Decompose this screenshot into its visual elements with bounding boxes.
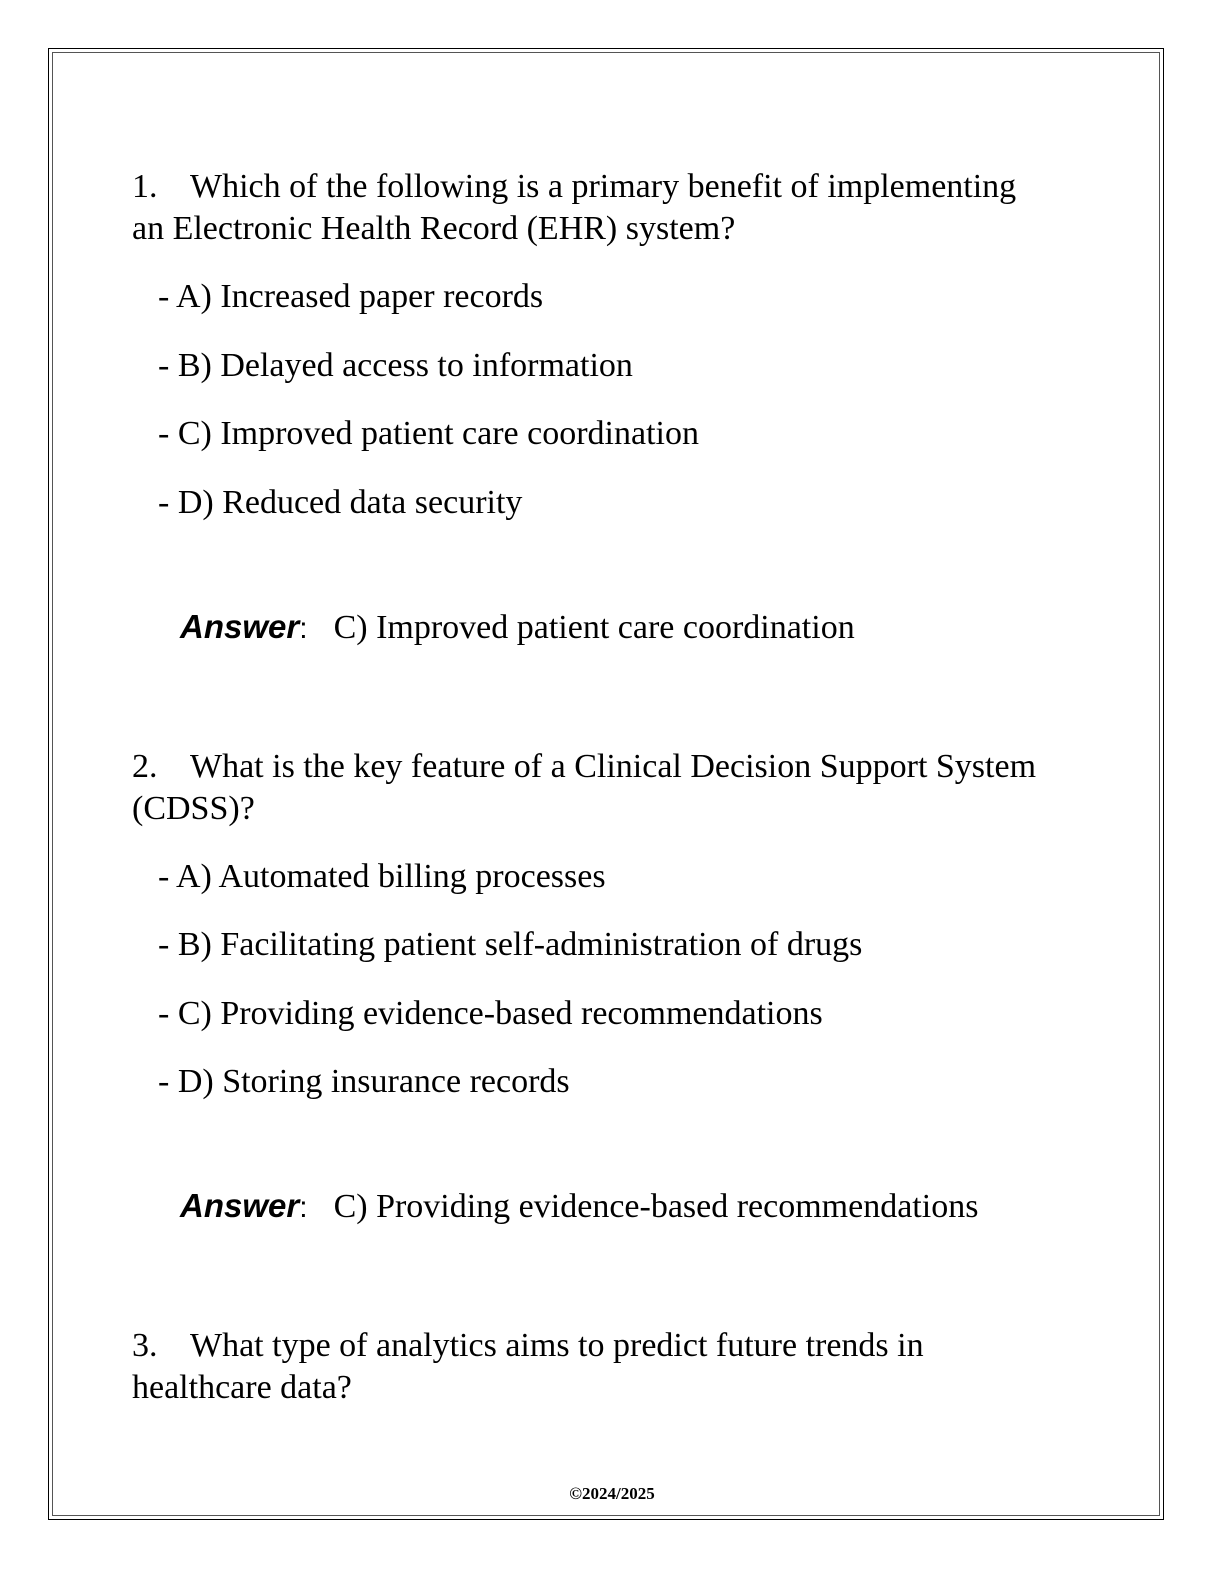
question-3-line-1: What type of analytics aims to predict future trends in xyxy=(190,1327,924,1364)
question-1-answer-text: C) Improved patient care coordination xyxy=(333,608,855,646)
question-2 xyxy=(132,746,1092,1230)
question-2-text xyxy=(132,746,1092,830)
question-1-option-b: - B) Delayed access to information xyxy=(158,346,633,384)
footer-copyright: ©2024/2025 xyxy=(569,1484,655,1503)
question-1-options xyxy=(132,276,1092,524)
question-3-text xyxy=(132,1325,1092,1409)
question-1-answer xyxy=(132,606,1092,650)
question-1-option-a: - A) Increased paper records xyxy=(158,278,544,315)
question-1-line-2: an Electronic Health Record (EHR) system? xyxy=(132,210,736,247)
question-1-answer-colon: : xyxy=(299,611,308,645)
question-2-option-d: - D) Storing insurance records xyxy=(158,1063,570,1100)
question-1-answer-label: Answer xyxy=(180,607,300,645)
question-3-number: 3. xyxy=(132,1327,158,1364)
question-1 xyxy=(132,166,1092,650)
question-2-answer-text: C) Providing evidence-based recommendations xyxy=(333,1188,979,1225)
question-2-answer-colon: : xyxy=(299,1191,308,1224)
question-1-text xyxy=(132,166,1092,250)
question-2-option-b: - B) Facilitating patient self-administration of drugs xyxy=(158,926,863,963)
question-1-option-d: - D) Reduced data security xyxy=(158,483,523,521)
question-2-option-c: - C) Providing evidence-based recommendations xyxy=(158,994,823,1032)
question-2-line-1: What is the key feature of a Clinical Decision Support System xyxy=(190,747,1037,785)
question-2-line-2: (CDSS)? xyxy=(132,789,255,827)
spacer xyxy=(132,1229,1092,1321)
question-2-answer xyxy=(132,1185,1092,1229)
spacer xyxy=(132,650,1092,742)
question-2-answer-label: Answer xyxy=(180,1187,300,1224)
question-2-number: 2. xyxy=(132,747,158,785)
question-2-option-a: - A) Automated billing processes xyxy=(158,857,606,895)
document-content xyxy=(132,166,1092,1409)
question-3-line-2: healthcare data? xyxy=(132,1369,352,1406)
question-3 xyxy=(132,1325,1092,1409)
question-1-line-1: Which of the following is a primary benefit of implementing xyxy=(190,168,1017,205)
question-2-options xyxy=(132,856,1092,1104)
question-1-number: 1. xyxy=(132,168,158,205)
question-1-option-c: - C) Improved patient care coordination xyxy=(158,415,699,452)
